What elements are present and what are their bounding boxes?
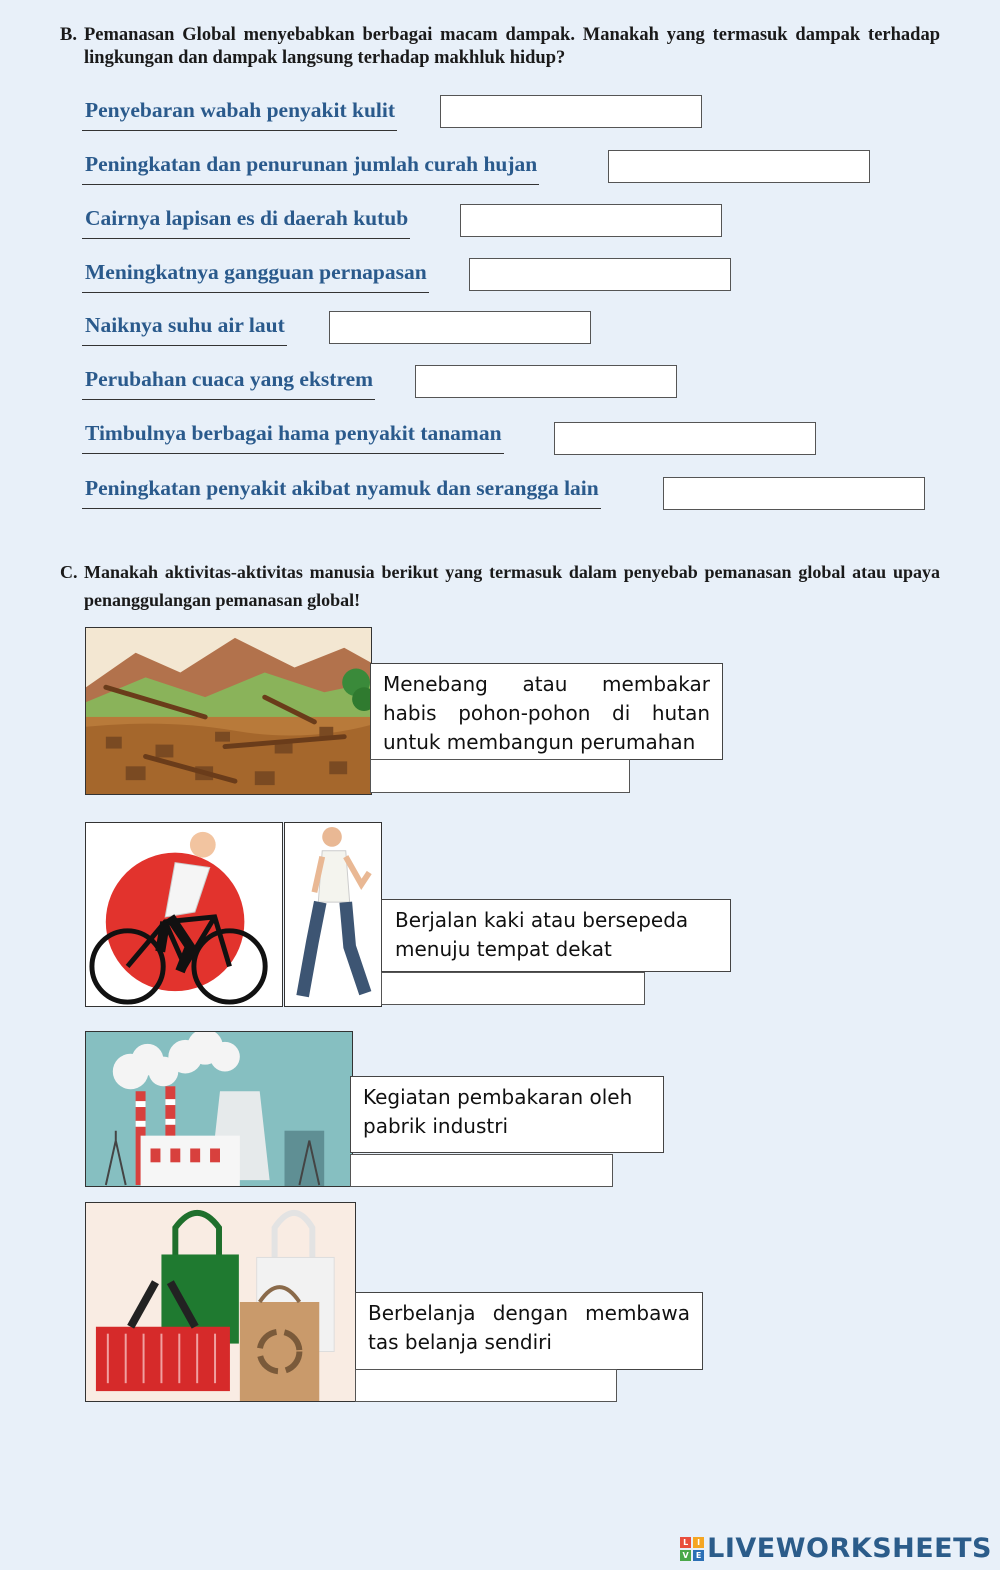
shopping-bags-image	[85, 1202, 356, 1402]
logo-letter-v: V	[680, 1550, 691, 1561]
answer-box-b3[interactable]	[460, 204, 722, 237]
logo-letter-e: E	[693, 1550, 704, 1561]
activity-card-3: Kegiatan pembakaran oleh pabrik industri	[350, 1076, 664, 1153]
statement-7: Timbulnya berbagai hama penyakit tanaman	[82, 421, 504, 454]
answer-box-b1[interactable]	[440, 95, 702, 128]
logo-letter-l: L	[680, 1537, 691, 1548]
walking-image	[284, 822, 382, 1007]
statement-6: Perubahan cuaca yang ekstrem	[82, 367, 375, 400]
answer-box-b6[interactable]	[415, 365, 677, 398]
answer-box-c2[interactable]	[381, 972, 645, 1005]
activity-card-4: Berbelanja dengan membawa tas belanja sendiri	[355, 1292, 703, 1370]
statement-8: Peningkatan penyakit akibat nyamuk dan serangga lain	[82, 476, 601, 509]
statement-4: Meningkatnya gangguan pernapasan	[82, 260, 429, 293]
cycling-image	[85, 822, 283, 1007]
answer-box-c1[interactable]	[370, 759, 630, 793]
logo-text: LIVEWORKSHEETS	[707, 1533, 992, 1564]
answer-box-c3[interactable]	[350, 1154, 613, 1187]
question-b-text: Pemanasan Global menyebabkan berbagai macam dampak. Manakah yang termasuk dampak terhadap lingkungan dan dampak langsung terhadap makhluk hidup?	[84, 25, 940, 68]
question-b	[60, 24, 940, 70]
statement-2: Peningkatan dan penurunan jumlah curah hujan	[82, 152, 539, 185]
question-b-number: B.	[60, 25, 77, 45]
statement-3: Cairnya lapisan es di daerah kutub	[82, 206, 410, 239]
question-c	[60, 558, 940, 614]
factory-image	[85, 1031, 353, 1187]
statement-5: Naiknya suhu air laut	[82, 313, 287, 346]
logo-letter-i: I	[693, 1537, 704, 1548]
answer-box-b5[interactable]	[329, 311, 591, 344]
answer-box-b2[interactable]	[608, 150, 870, 183]
deforestation-image	[85, 627, 372, 795]
answer-box-b7[interactable]	[554, 422, 816, 455]
activity-card-1: Menebang atau membakar habis pohon-pohon di hutan untuk membangun perumahan	[370, 663, 723, 760]
activity-card-2: Berjalan kaki atau bersepeda menuju tempat dekat	[381, 899, 731, 972]
answer-box-b4[interactable]	[469, 258, 731, 291]
question-c-text: Manakah aktivitas-aktivitas manusia berikut yang termasuk dalam penyebab pemanasan global atau upaya penanggulangan pemanasan global!	[84, 562, 940, 610]
liveworksheets-logo	[680, 1533, 992, 1564]
answer-box-c4[interactable]	[355, 1369, 617, 1402]
question-c-number: C.	[60, 562, 78, 582]
answer-box-b8[interactable]	[663, 477, 925, 510]
statement-1: Penyebaran wabah penyakit kulit	[82, 98, 397, 131]
logo-grid-icon	[680, 1537, 704, 1561]
